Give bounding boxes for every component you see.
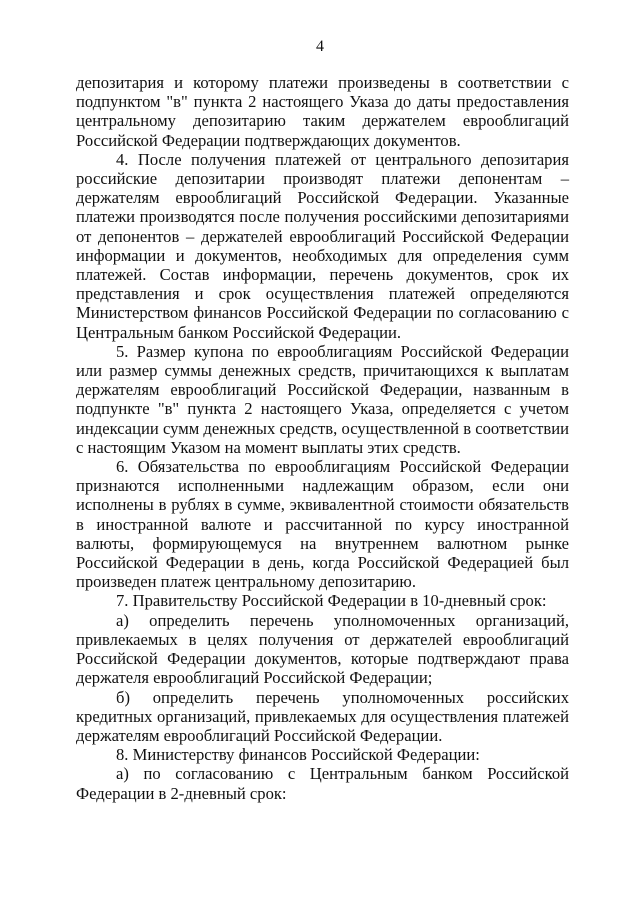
paragraph-item-7b: б) определить перечень уполномоченных российских кредитных организаций, привлекаемых для осуществления платежей держателям еврооблигаций Российской Федерации. [76,687,569,745]
paragraph-item-5: 5. Размер купона по еврооблигациям Российской Федерации или размер суммы денежных средств, причитающихся к выплатам держателям еврооблигаций Российской Федерации, названным в подпункте "в" пункта 2 настоящего Указа, определяется с учетом индексации сумм денежных средств, осуществленной в соответствии с настоящим Указом на момент выплаты этих средств. [76,341,569,457]
paragraph-item-7a: а) определить перечень уполномоченных организаций, привлекаемых в целях получения от держателей еврооблигаций Российской Федерации документов, которые подтверждают права держателя еврооблигаций Российской Федерации; [76,610,569,688]
paragraph-item-8a: а) по согласованию с Центральным банком Российской Федерации в 2-дневный срок: [76,764,569,803]
paragraph-item-7: 7. Правительству Российской Федерации в 10-дневный срок: [116,591,547,611]
paragraph-continuation: депозитария и которому платежи произведены в соответствии с подпунктом "в" пункта 2 настоящего Указа до даты предоставления центральному депозитарию таким держателем еврооблигаций Российской Федерации подтверждающих документов. [76,73,569,150]
paragraph-item-6: 6. Обязательства по еврооблигациям Российской Федерации признаются исполненными надлежащим образом, если они исполнены в рублях в сумме, эквивалентной стоимости обязательств в иностранной валюте и рассчитанной по курсу иностранной валюты, формирующемуся на внутреннем валютном рынке Российской Федерации в день, когда Российской Федерацией был произведен платеж центральному депозитарию. [76,457,569,592]
page-number: 4 [316,38,324,55]
paragraph-item-8: 8. Министерству финансов Российской Федерации: [116,745,480,765]
document-body [76,73,569,803]
paragraph-item-4: 4. После получения платежей от центрального депозитария российские депозитарии производят платежи депонентам – держателям еврооблигаций Российской Федерации. Указанные платежи производятся после получения российскими депозитариями от депонентов – держателей еврооблигаций Российской Федерации информации и документов, необходимых для определения сумм платежей. Состав информации, перечень документов, срок их представления и срок осуществления платежей определяются Министерством финансов Российской Федерации по согласованию с Центральным банком Российской Федерации. [76,149,569,342]
